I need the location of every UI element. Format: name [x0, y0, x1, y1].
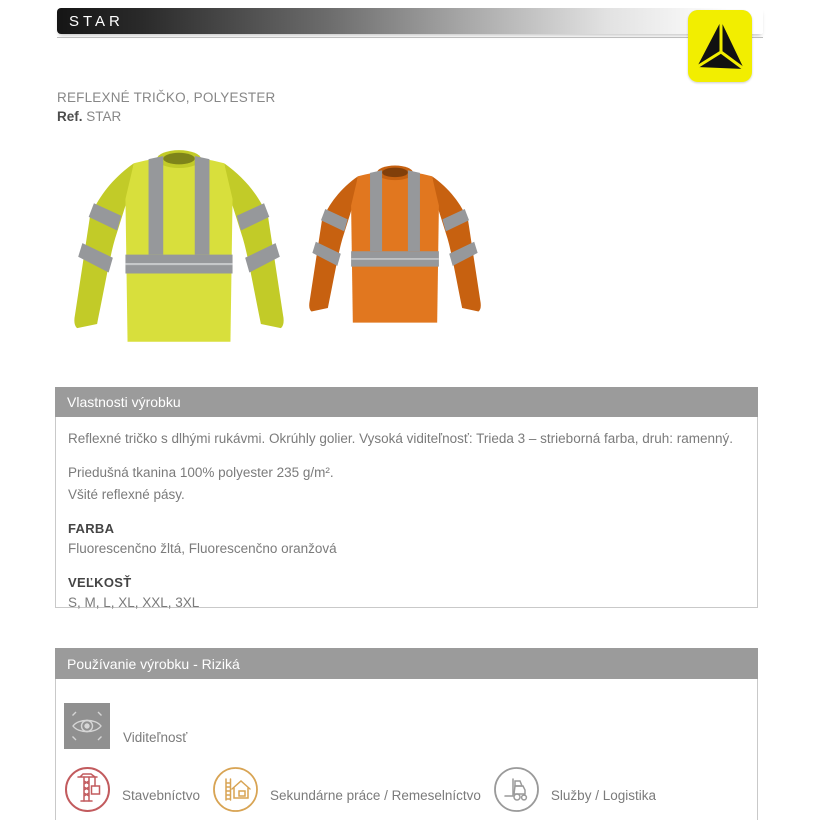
- ref-label: Ref.: [57, 109, 83, 124]
- product-reference: [57, 109, 121, 124]
- sector-secondary-works-label: Sekundárne práce / Remeselníctvo: [270, 788, 481, 803]
- forklift-icon: [493, 766, 540, 813]
- product-image-fluorescent-orange-shirt: [296, 140, 494, 340]
- sectors-row: [64, 766, 749, 813]
- title-underline: [57, 37, 763, 38]
- usage-header-bar: [55, 648, 758, 679]
- size-label: VEĽKOSŤ: [68, 575, 132, 590]
- properties-body: [55, 417, 758, 608]
- title-bar: [57, 8, 763, 34]
- properties-header-title: Vlastnosti výrobku: [67, 394, 181, 410]
- brand-logo-delta-triangle-icon: [688, 10, 752, 82]
- color-label: FARBA: [68, 521, 115, 536]
- crane-icon: [64, 766, 111, 813]
- eye-icon: [64, 703, 110, 749]
- material-line-1: Priedušná tkanina 100% polyester 235 g/m².: [68, 465, 334, 480]
- size-value: S, M, L, XL, XXL, 3XL: [68, 595, 200, 610]
- visibility-label: Viditeľnosť: [123, 730, 188, 745]
- properties-header-bar: [55, 387, 758, 417]
- section-product-properties: [55, 387, 758, 608]
- ref-value: STAR: [86, 109, 122, 124]
- sector-construction-label: Stavebníctvo: [122, 788, 201, 803]
- product-image-fluorescent-yellow-shirt: [53, 136, 305, 346]
- page-title: STAR: [69, 12, 124, 30]
- material-line-2: Všité reflexné pásy.: [68, 487, 185, 502]
- sector-services-logistics-label: Služby / Logistika: [550, 788, 656, 803]
- house-ladder-icon: [212, 766, 259, 813]
- product-subtitle: REFLEXNÉ TRIČKO, POLYESTER: [57, 90, 276, 105]
- section-product-usage-risks: [55, 648, 758, 820]
- product-description: Reflexné tričko s dlhými rukávmi. Okrúhly golier. Vysoká viditeľnosť: Trieda 3 – strieborná farba, druh: ramenný.: [68, 431, 734, 446]
- visibility-row: [64, 703, 749, 749]
- usage-header-title: Používanie výrobku - Riziká: [67, 655, 240, 672]
- usage-body: [55, 679, 758, 820]
- color-value: Fluorescenčno žltá, Fluorescenčno oranžová: [68, 541, 337, 556]
